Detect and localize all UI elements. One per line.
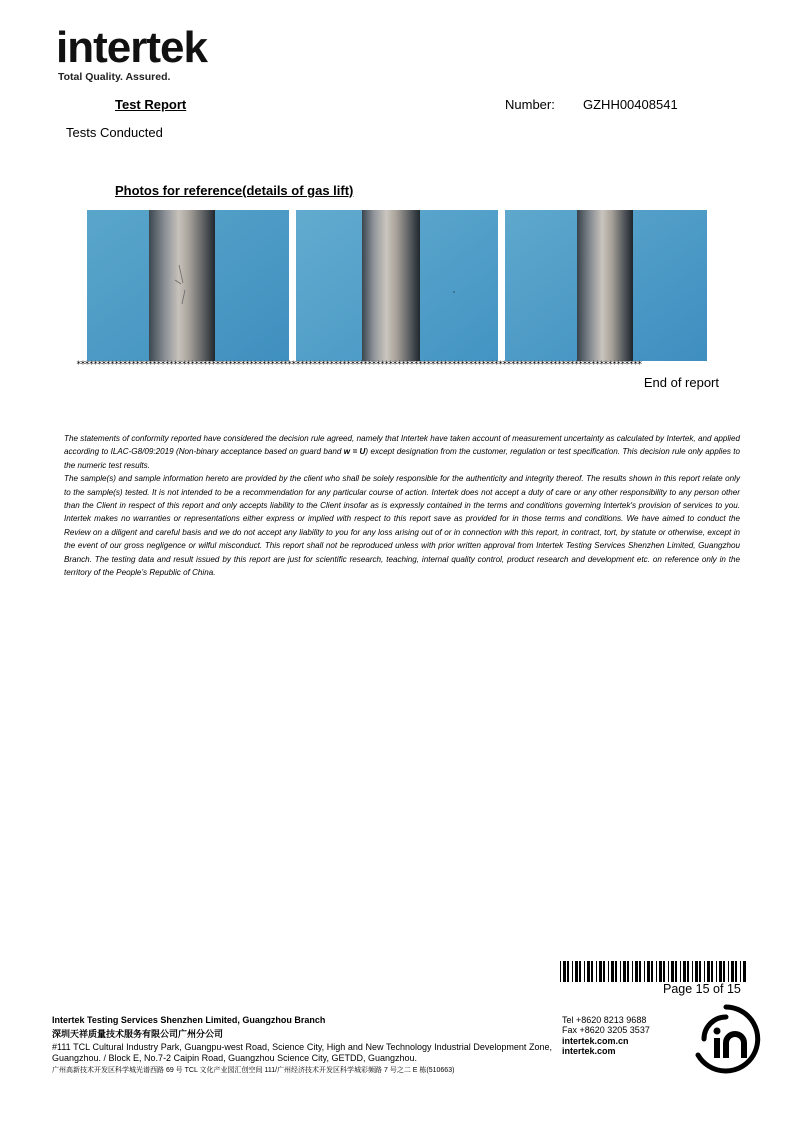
end-of-report: End of report [643,375,719,390]
disclaimer-text: ) except designation from the customer, regulation or test specification. This decision rule only applies to the numeric test results. [64,447,741,470]
page-indicator: Page 15 of 15 [663,982,741,996]
logo-tagline: Total Quality. Assured. [58,71,171,83]
disclaimer-text: The statements of conformity reported have considered the decision rule agreed, namely that Intertek have taken account of measurement uncertainty as calculated by Intertek, and applied according to ILAC-G8/09:2019 (Non-binary acceptance based on guard band [64,434,740,457]
disclaimer [64,432,740,579]
footer-company-block [52,1015,552,1077]
footer-address-cn: 广州高新技术开发区科学城光谱西路 69 号 TCL 文化产业园汇创空间 111/广州经济技术开发区科学城彩频路 7 号之二 E 栋(510663) [52,1067,455,1075]
photo-gas-lift-3 [505,210,707,361]
disclaimer-guard-band: w = U [343,447,366,457]
report-number-label: Number: [505,97,555,112]
footer-website-cn[interactable]: intertek.com.cn [562,1035,629,1046]
footer-fax: Fax +8620 3205 3537 [562,1025,650,1036]
section-title: Tests Conducted [66,125,163,140]
footer-company-name-cn: 深圳天祥质量技术服务有限公司广州分公司 [52,1028,224,1039]
intertek-logo: intertek [56,23,207,72]
intertek-seal-icon [690,1003,762,1075]
footer-company-name: Intertek Testing Services Shenzhen Limited, Guangzhou Branch [52,1015,326,1025]
footer-tel: Tel +8620 8213 9688 [562,1015,647,1025]
end-separator: ************************************************************************************************************************************** [76,360,642,370]
disclaimer-paragraph-1 [64,432,740,472]
report-number-value: GZHH00408541 [583,97,678,112]
photos-title: Photos for reference(details of gas lift) [115,183,354,198]
footer-contact [562,1015,650,1056]
report-title: Test Report [115,97,187,112]
photo-gas-lift-1 [87,210,289,361]
disclaimer-paragraph-2: The sample(s) and sample information hereto are provided by the client who shall be solely responsible for the authenticity and integrity thereof. The results shown in this report relate only to the sample(s) tested. It is not intended to be a recommendation for any particular course of action. Intertek does not accept a duty of care or any other responsibility to any person other than the Client in respect of this report and only accepts liability to the Client insofar as is expressly contained in the terms and conditions governing Intertek's provision of services to you. Intertek makes no warranties or representations either express or implied with respect to this report save as provided for in those terms and conditions. We have aimed to conduct the Review on a diligent and careful basis and we do not accept any liability to you for any loss arising out of or in connection with this report, in contract, tort, by statute or otherwise, except in the event of our gross negligence or wilful misconduct. This report shall not be reproduced unless with prior written approval from Intertek Testing Services Shenzhen Limited, Guangzhou Branch. The testing data and result issued by this report are just for scientific research, teaching, internal quality control, product research and development etc. on reference only in the territory of the People’s Republic of China. [64,474,740,578]
photo-gas-lift-2 [296,210,498,361]
footer-website[interactable]: intertek.com [562,1045,616,1056]
barcode [560,961,747,982]
footer-address: #111 TCL Cultural Industry Park, Guangpu-west Road, Science City, High and New Technology Industrial Development Zone, Guangzhou. / Block E, No.7-2 Caipin Road, Guangzhou Science City, GETDD, Guangzhou. [52,1042,552,1063]
